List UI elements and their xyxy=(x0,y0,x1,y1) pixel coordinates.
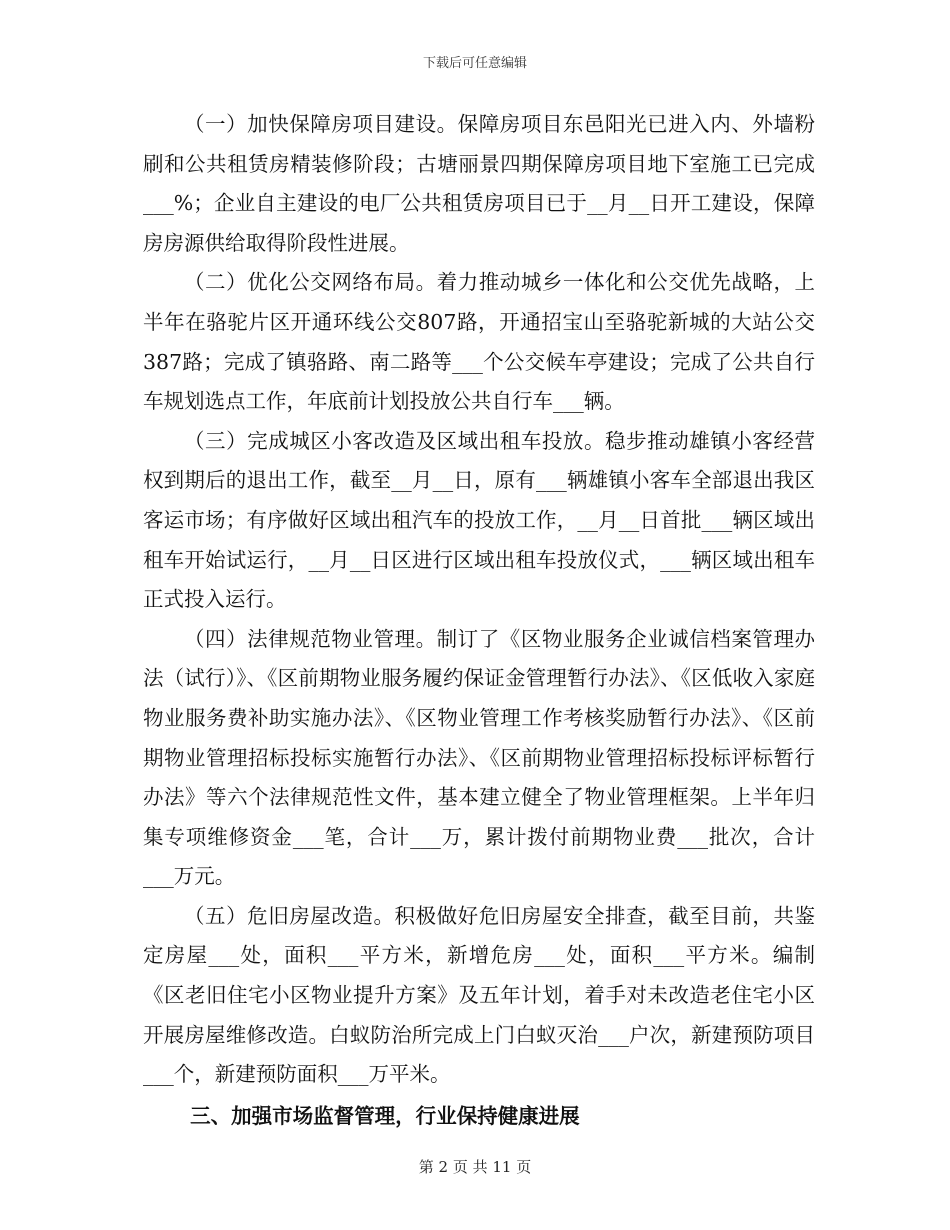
paragraph-property-management: （四）法律规范物业管理。制订了《区物业服务企业诚信档案管理办法（试行）》、《区前期物业服务履约保证金管理暂行办法》、《区低收入家庭物业服务费补助实施办法》、《区物业管理工作考核奖励暂行办法》、《区前期物业管理招标投标实施暂行办法》、《区前期物业管理招标投标评标暂行办法》等六个法律规范性文件，基本建立健全了物业管理框架。上半年归集专项维修资金___笔，合计___万，累计拨付前期物业费___批次，合计___万元。 xyxy=(143,626,815,889)
section-heading: 三、加强市场监督管理，行业保持健康进展 xyxy=(190,1103,580,1128)
paragraph-taxi-reform: （三）完成城区小客改造及区域出租车投放。稳步推动雄镇小客经营权到期后的退出工作，截至__月__日，原有___辆雄镇小客车全部退出我区客运市场；有序做好区域出租汽车的投放工作，__月__日首批___辆区域出租车开始试运行，__月__日区进行区域出租车投放仪式，___辆区域出租车正式投入运行。 xyxy=(143,428,815,612)
document-body xyxy=(143,105,815,1136)
paragraph-housing-projects: （一）加快保障房项目建设。保障房项目东邑阳光已进入内、外墙粉刷和公共租赁房精装修阶段；古塘丽景四期保障房项目地下室施工已完成___%；企业自主建设的电厂公共租赁房项目已于__月__日开工建设，保障房房源供给取得阶段性进展。 xyxy=(143,112,815,255)
paragraph-old-housing-renovation: （五）危旧房屋改造。积极做好危旧房屋安全排查，截至目前，共鉴定房屋___处，面积___平方米，新增危房___处，面积___平方米。编制《区老旧住宅小区物业提升方案》及五年计划，着手对未改造老住宅小区开展房屋维修改造。白蚁防治所完成上门白蚁灭治___户次，新建预防项目___个，新建预防面积___万平米。 xyxy=(143,903,815,1087)
paragraph-bus-network: （二）优化公交网络布局。着力推动城乡一体化和公交优先战略，上半年在骆驼片区开通环线公交807路，开通招宝山至骆驼新城的大站公交387路；完成了镇骆路、南二路等___个公交候车亭建设；完成了公共自行车规划选点工作，年底前计划投放公共自行车___辆。 xyxy=(143,270,815,414)
page-footer: 第 2 页 共 11 页 xyxy=(418,1158,532,1176)
page-header: 下载后可任意编辑 xyxy=(422,56,527,71)
